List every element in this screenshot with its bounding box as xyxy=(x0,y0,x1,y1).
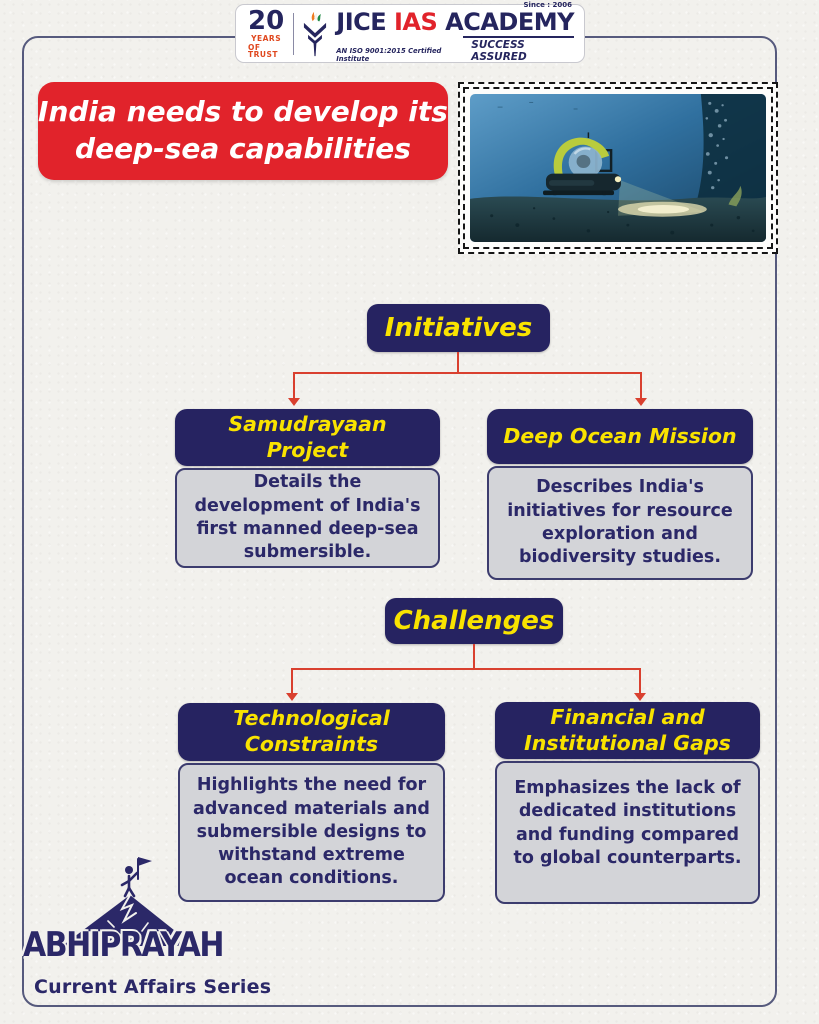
years-number: 20 xyxy=(248,6,285,37)
photo-dashed-frame-inner xyxy=(463,87,773,249)
abhiprayah-logo-wordmark: ABHIPRAYAH xyxy=(23,925,223,966)
arrow-down-icon xyxy=(286,693,298,701)
arrow-down-icon xyxy=(634,693,646,701)
brand-subline xyxy=(336,36,574,63)
initiative-card-title-deep-ocean-mission: Deep Ocean Mission xyxy=(487,409,753,464)
initiatives-connector-bar xyxy=(294,372,642,374)
brand-part-academy: ACADEMY xyxy=(445,7,574,36)
years-label: YEARS xyxy=(251,34,282,44)
initiative-card-description-samudrayaan: Details the development of India's first manned deep-sea submersible. xyxy=(175,468,440,568)
arrow-down-icon xyxy=(288,398,300,406)
challenges-heading: Challenges xyxy=(385,598,563,644)
brand-name-block xyxy=(336,0,574,64)
success-assured-tagline: SUCCESS ASSURED xyxy=(463,36,574,63)
challenges-connector-left-drop xyxy=(291,668,293,694)
years-of-trust-badge xyxy=(248,8,284,59)
initiatives-connector-stem xyxy=(457,352,459,373)
page-title-line1: India needs to develop its xyxy=(38,95,448,129)
brand-part-ias: IAS xyxy=(394,7,438,36)
challenge-card-description-financial: Emphasizes the lack of dedicated institutions and funding compared to global counterparts. xyxy=(495,761,760,904)
initiatives-connector-right-drop xyxy=(640,372,642,399)
brand-header-card xyxy=(235,0,585,64)
since-label: Since : 2006 xyxy=(523,0,572,9)
challenge-card-description-technological: Highlights the need for advanced materials and submersible designs to withstand extreme ocean conditions. xyxy=(178,763,445,902)
torch-icon xyxy=(303,11,327,57)
current-affairs-series-label: Current Affairs Series xyxy=(34,976,272,998)
page-title-line2: deep-sea capabilities xyxy=(75,132,411,165)
initiative-card-description-deep-ocean-mission: Describes India's initiatives for resource exploration and biodiversity studies. xyxy=(487,466,753,580)
submersible-underwater-photo xyxy=(470,94,766,242)
header-divider xyxy=(293,13,294,55)
brand-part-jice: JICE xyxy=(336,7,387,36)
challenge-card-title-technological: Technological Constraints xyxy=(178,703,445,761)
trust-label: OF TRUST xyxy=(248,42,278,60)
challenges-connector-right-drop xyxy=(639,668,641,694)
photo-dashed-frame xyxy=(458,82,778,254)
page-title xyxy=(38,82,448,180)
challenge-card-title-financial: Financial and Institutional Gaps xyxy=(495,702,760,759)
initiative-card-title-samudrayaan: Samudrayaan Project xyxy=(175,409,440,466)
arrow-down-icon xyxy=(635,398,647,406)
initiatives-connector-left-drop xyxy=(293,372,295,399)
iso-certification-label: AN ISO 9001:2015 Certified Institute xyxy=(336,47,442,64)
brand-name xyxy=(336,7,574,36)
challenges-connector-stem xyxy=(473,644,475,669)
challenges-connector-bar xyxy=(292,668,641,670)
initiatives-heading: Initiatives xyxy=(367,304,550,352)
